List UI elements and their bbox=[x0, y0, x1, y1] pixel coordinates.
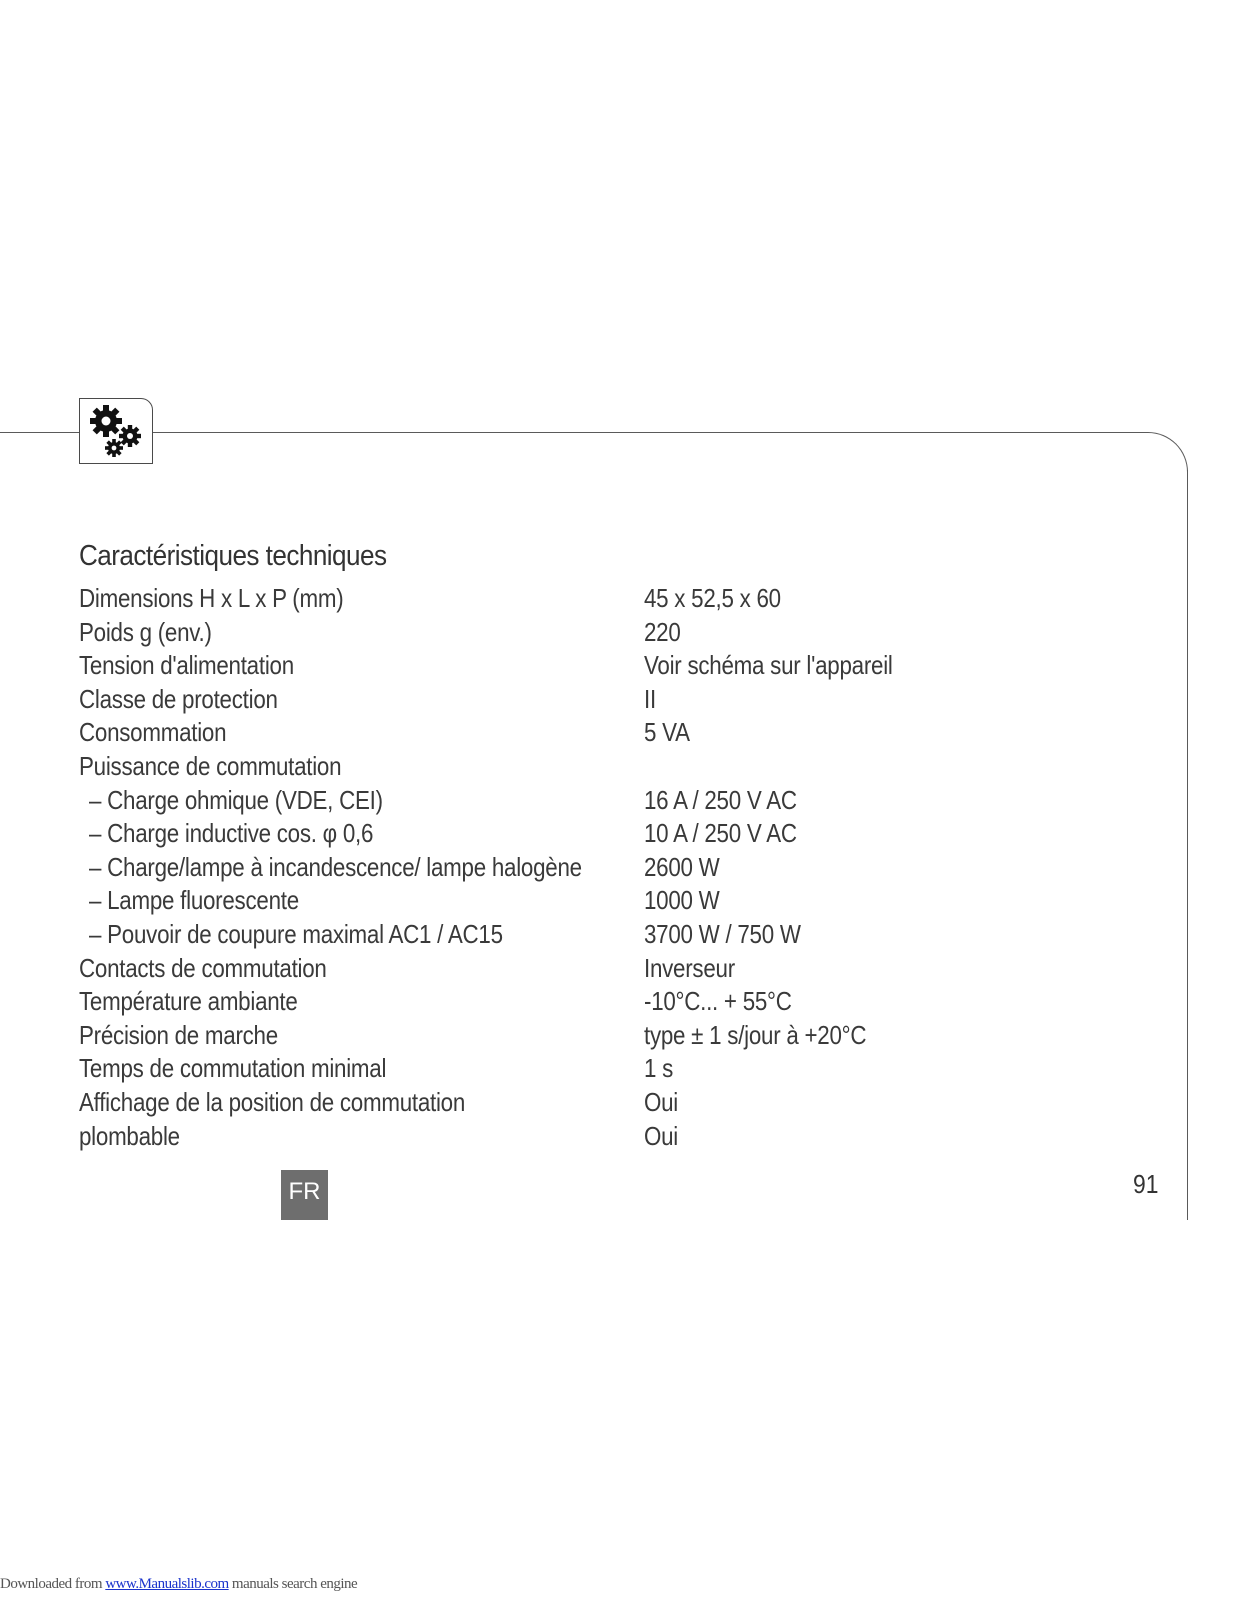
spec-row bbox=[79, 716, 1139, 750]
spec-row bbox=[79, 1086, 1139, 1120]
spec-value: Oui bbox=[644, 1120, 679, 1151]
spec-row bbox=[79, 884, 1139, 918]
spec-value: 1000 W bbox=[644, 885, 720, 916]
language-badge: FR bbox=[281, 1170, 328, 1220]
section-title: Caractéristiques techniques bbox=[79, 540, 387, 572]
footer-prefix: Downloaded from bbox=[0, 1576, 106, 1592]
frame-right-line bbox=[1187, 470, 1188, 1220]
spec-label: Précision de marche bbox=[79, 1019, 278, 1050]
gears-icon-box bbox=[79, 398, 153, 464]
frame-corner bbox=[1140, 432, 1188, 480]
spec-row bbox=[79, 750, 1139, 784]
spec-label: Dimensions H x L x P (mm) bbox=[79, 583, 344, 613]
spec-value: Inverseur bbox=[644, 952, 735, 983]
spec-value: Oui bbox=[644, 1086, 679, 1117]
spec-label: Puissance de commutation bbox=[79, 750, 342, 781]
spec-label: Temps de commutation minimal bbox=[79, 1053, 387, 1084]
spec-label: Classe de protection bbox=[79, 683, 278, 714]
spec-value: 16 A / 250 V AC bbox=[644, 784, 797, 815]
spec-row bbox=[79, 649, 1139, 683]
spec-row bbox=[79, 1019, 1139, 1053]
frame-top-line-right bbox=[152, 432, 1148, 433]
spec-row bbox=[79, 817, 1139, 851]
spec-table bbox=[79, 582, 1139, 1153]
spec-value: 45 x 52,5 x 60 bbox=[644, 583, 781, 613]
spec-row bbox=[79, 1052, 1139, 1086]
spec-row bbox=[79, 582, 1139, 616]
spec-label: – Pouvoir de coupure maximal AC1 / AC15 bbox=[89, 918, 503, 949]
spec-label: Consommation bbox=[79, 717, 227, 748]
spec-label: Température ambiante bbox=[79, 986, 298, 1017]
spec-row bbox=[79, 952, 1139, 986]
spec-row bbox=[79, 1120, 1139, 1154]
spec-label: – Charge ohmique (VDE, CEI) bbox=[89, 784, 383, 815]
spec-label: Poids g (env.) bbox=[79, 616, 212, 647]
spec-label: Affichage de la position de commutation bbox=[79, 1086, 466, 1117]
spec-value: -10°C... + 55°C bbox=[644, 986, 792, 1017]
spec-row bbox=[79, 851, 1139, 885]
spec-label: – Charge inductive cos. φ 0,6 bbox=[89, 818, 374, 849]
gears-icon bbox=[86, 402, 148, 460]
footer-suffix: manuals search engine bbox=[228, 1576, 358, 1592]
spec-row bbox=[79, 683, 1139, 717]
download-footer bbox=[0, 1576, 357, 1593]
spec-row bbox=[79, 985, 1139, 1019]
spec-value: 5 VA bbox=[644, 717, 690, 748]
spec-label: Tension d'alimentation bbox=[79, 650, 294, 681]
spec-label: Contacts de commutation bbox=[79, 952, 327, 983]
spec-value: type ± 1 s/jour à +20°C bbox=[644, 1019, 867, 1050]
spec-row bbox=[79, 616, 1139, 650]
spec-value: 1 s bbox=[644, 1053, 674, 1084]
page-number: 91 bbox=[1133, 1169, 1159, 1199]
manualslib-link[interactable]: www.Manualslib.com bbox=[105, 1576, 229, 1592]
spec-row bbox=[79, 784, 1139, 818]
spec-value: 2600 W bbox=[644, 851, 720, 882]
frame-top-line-left bbox=[0, 432, 80, 433]
spec-value: 10 A / 250 V AC bbox=[644, 818, 797, 849]
spec-value: Voir schéma sur l'appareil bbox=[644, 650, 893, 681]
spec-value: 3700 W / 750 W bbox=[644, 918, 801, 949]
spec-value: II bbox=[644, 683, 656, 714]
spec-value: 220 bbox=[644, 616, 681, 647]
spec-label: – Lampe fluorescente bbox=[89, 885, 299, 916]
spec-label: plombable bbox=[79, 1120, 180, 1151]
spec-row bbox=[79, 918, 1139, 952]
spec-label: – Charge/lampe à incandescence/ lampe halogène bbox=[89, 851, 582, 882]
